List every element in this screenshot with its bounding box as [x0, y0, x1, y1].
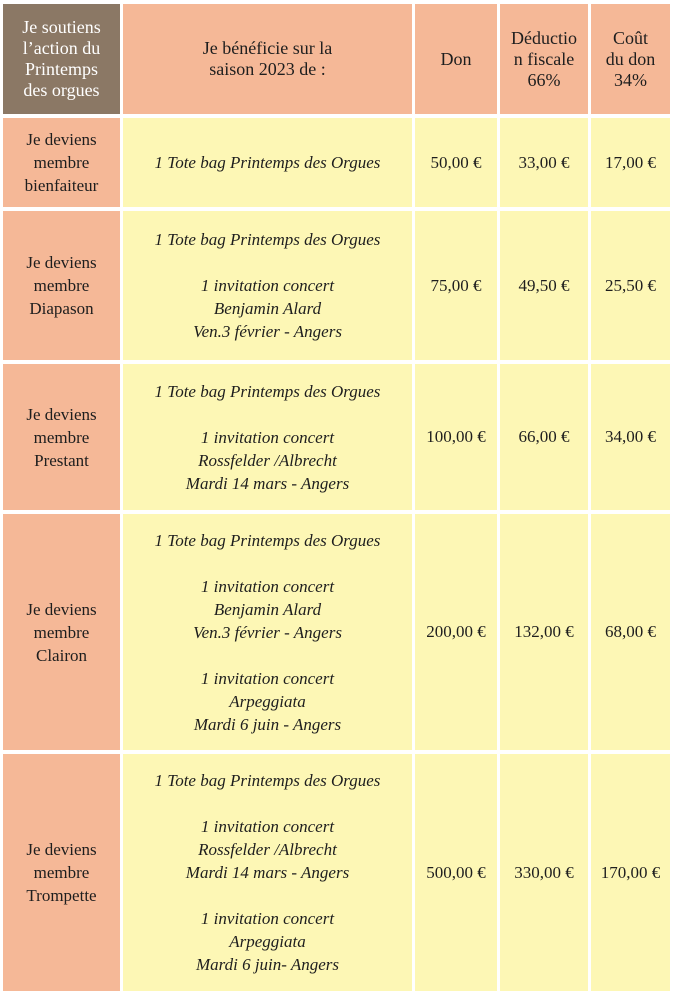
deduction-amount: 330,00 € [500, 754, 588, 991]
table-row [3, 211, 670, 360]
header-line: Déductio [511, 27, 577, 48]
header-line: des orgues [23, 80, 100, 100]
deduction-amount: 66,00 € [500, 364, 588, 510]
header-line: 66% [527, 69, 561, 90]
cout-amount: 68,00 € [591, 514, 670, 750]
row-label [3, 118, 120, 207]
label-line: membre [33, 863, 90, 882]
header-row [3, 4, 670, 114]
benefit-line: 1 Tote bag Printemps des Orgues [154, 530, 381, 550]
benefit-line: 1 invitation concert [200, 668, 335, 688]
benefit-line: Mardi 6 juin - Angers [193, 714, 342, 734]
header-line: Je bénéficie sur la [202, 38, 333, 58]
benefit-item [123, 529, 412, 552]
row-label [3, 754, 120, 991]
header-line: saison 2023 de : [209, 59, 326, 79]
label-line: membre [33, 622, 90, 642]
label-line: Diapason [29, 299, 94, 318]
benefits-cell [123, 364, 412, 510]
deduction-amount: 132,00 € [500, 514, 588, 750]
deduction-amount: 49,50 € [500, 211, 588, 360]
benefit-line: Benjamin Alard [213, 599, 322, 619]
label-line: Je deviens [26, 130, 97, 149]
benefit-line: Mardi 14 mars - Angers [185, 473, 350, 493]
don-amount: 500,00 € [415, 754, 497, 991]
table-row [3, 364, 670, 510]
label-line: membre [33, 427, 90, 447]
label-line: Clairon [36, 645, 87, 665]
benefit-line: Mardi 6 juin- Angers [195, 955, 340, 974]
benefits-cell [123, 514, 412, 750]
benefit-line: Mardi 14 mars - Angers [185, 863, 350, 882]
header-line: n fiscale [513, 48, 575, 69]
benefit-item [123, 667, 412, 736]
cout-amount: 17,00 € [591, 118, 670, 207]
header-line: Printemps [24, 59, 98, 79]
benefit-line: Arpeggiata [229, 691, 306, 711]
label-line: Trompette [26, 886, 97, 905]
benefits-cell [123, 118, 412, 207]
benefit-item [123, 151, 412, 174]
benefit-line: 1 Tote bag Printemps des Orgues [154, 230, 381, 249]
header-line: du don [605, 48, 656, 69]
label-line: Je deviens [26, 404, 97, 424]
table-row [3, 754, 670, 991]
header-line: 34% [614, 69, 647, 90]
header-deduction [500, 4, 588, 114]
benefit-line: 1 Tote bag Printemps des Orgues [154, 153, 381, 172]
label-line: Prestant [34, 450, 89, 470]
benefit-line: 1 invitation concert [200, 576, 335, 596]
benefit-item [123, 575, 412, 644]
don-amount: 75,00 € [415, 211, 497, 360]
benefits-cell [123, 754, 412, 991]
benefit-line: 1 invitation concert [200, 817, 335, 836]
header-line: Don [440, 48, 472, 69]
row-label [3, 514, 120, 750]
benefit-line: Rossfelder /Albrecht [198, 450, 337, 470]
benefit-line: 1 Tote bag Printemps des Orgues [154, 771, 381, 790]
benefit-item [123, 769, 412, 792]
cout-amount: 170,00 € [591, 754, 670, 991]
don-amount: 200,00 € [415, 514, 497, 750]
header-benefits [123, 4, 412, 114]
benefit-line: 1 invitation concert [200, 909, 335, 928]
row-label [3, 211, 120, 360]
benefit-item [123, 274, 412, 343]
benefit-line: Ven.3 février - Angers [193, 622, 342, 642]
cout-amount: 34,00 € [591, 364, 670, 510]
don-amount: 50,00 € [415, 118, 497, 207]
benefit-line: Benjamin Alard [213, 299, 322, 318]
benefit-line: Ven.3 février - Angers [193, 322, 342, 341]
label-line: Je deviens [26, 253, 97, 272]
benefits-cell [123, 211, 412, 360]
label-line: membre [33, 276, 90, 295]
benefit-item [123, 380, 412, 403]
cout-amount: 25,50 € [591, 211, 670, 360]
benefit-item [123, 907, 412, 976]
table-row [3, 514, 670, 750]
header-line: Je soutiens [22, 17, 101, 37]
deduction-amount: 33,00 € [500, 118, 588, 207]
benefit-item [123, 228, 412, 251]
row-label [3, 364, 120, 510]
benefit-line: Arpeggiata [229, 932, 306, 951]
header-support [3, 4, 120, 114]
table-row [3, 118, 670, 207]
label-line: Je deviens [26, 599, 97, 619]
header-line: l’action du [22, 38, 101, 58]
benefit-line: Rossfelder /Albrecht [198, 840, 337, 859]
header-line: Coût [612, 27, 648, 48]
benefit-line: 1 Tote bag Printemps des Orgues [154, 381, 381, 401]
header-cout [591, 4, 670, 114]
benefit-item [123, 426, 412, 495]
don-amount: 100,00 € [415, 364, 497, 510]
label-line: bienfaiteur [24, 176, 99, 195]
benefit-item [123, 815, 412, 884]
header-don [415, 4, 497, 114]
label-line: Je deviens [26, 840, 97, 859]
label-line: membre [33, 153, 90, 172]
benefit-line: 1 invitation concert [200, 276, 335, 295]
benefit-line: 1 invitation concert [200, 427, 335, 447]
